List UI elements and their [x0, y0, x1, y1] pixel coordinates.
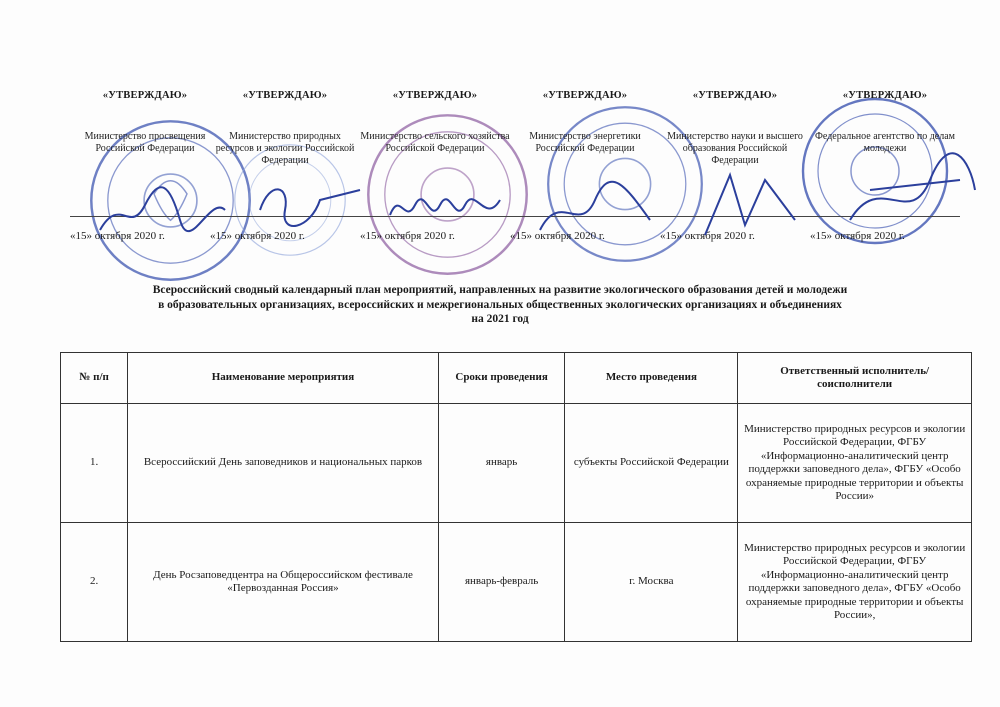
signature-line [360, 216, 510, 217]
events-table [60, 352, 972, 642]
signature-line [70, 216, 220, 217]
cell-responsible: Министерство природных ресурсов и экологии Российской Федерации, ФГБУ «Информационно-аналитический центр поддержки заповедного дела», ФГБУ «Особо охраняемые природные территории и объекты России», [738, 523, 972, 642]
cell-num: 1. [61, 404, 128, 523]
document-title [60, 283, 940, 327]
approval-heading: «УТВЕРЖДАЮ» [692, 90, 778, 101]
signature-line [510, 216, 660, 217]
approval-organization: Федеральное агентство по делам молодежи [814, 131, 955, 154]
approval-date: «15» октября 2020 г. [660, 230, 755, 242]
signature-scribble-icon [385, 185, 505, 235]
cell-place: г. Москва [565, 523, 738, 642]
cell-name: День Росзаповедцентра на Общероссийском фестивале «Первозданная Россия» [128, 523, 439, 642]
approval-organization: Министерство просвещения Российской Федерации [84, 131, 206, 154]
header-num: № п/п [61, 353, 128, 404]
approval-column [360, 90, 510, 242]
approval-date: «15» октября 2020 г. [510, 230, 605, 242]
signature-line [210, 216, 360, 217]
approval-heading: «УТВЕРЖДАЮ» [392, 90, 478, 101]
cell-dates: январь-февраль [438, 523, 565, 642]
approval-column [210, 90, 360, 242]
approval-column [70, 90, 220, 242]
approval-date: «15» октября 2020 г. [70, 230, 165, 242]
table-header-row [61, 353, 972, 404]
approval-organization: Министерство природных ресурсов и экологии Российской Федерации [215, 131, 355, 166]
approval-heading: «УТВЕРЖДАЮ» [542, 90, 628, 101]
table-row [61, 523, 972, 642]
title-line: в образовательных организациях, всероссийских и межрегиональных общественных экологических организациях и объединениях [158, 298, 842, 311]
signature-line [660, 216, 810, 217]
header-place: Место проведения [565, 353, 738, 404]
signature-line [810, 216, 960, 217]
signature-scribble-icon [840, 150, 980, 240]
header-dates: Сроки проведения [438, 353, 565, 404]
title-line: на 2021 год [471, 313, 529, 325]
approval-column [810, 90, 960, 242]
cell-num: 2. [61, 523, 128, 642]
header-name: Наименование мероприятия [128, 353, 439, 404]
approval-organization: Министерство науки и высшего образования Российской Федерации [667, 131, 803, 166]
approval-organization: Министерство энергетики Российской Федерации [529, 131, 641, 154]
cell-place: субъекты Российской Федерации [565, 404, 738, 523]
approval-heading: «УТВЕРЖДАЮ» [102, 90, 188, 101]
approval-heading: «УТВЕРЖДАЮ» [242, 90, 328, 101]
approval-date: «15» октября 2020 г. [810, 230, 905, 242]
approval-column [660, 90, 810, 242]
approvals-block [0, 0, 1000, 270]
cell-name: Всероссийский День заповедников и национальных парков [128, 404, 439, 523]
approval-date: «15» октября 2020 г. [210, 230, 305, 242]
approval-date: «15» октября 2020 г. [360, 230, 455, 242]
title-line: Всероссийский сводный календарный план мероприятий, направленных на развитие экологического образования детей и молодежи [152, 284, 848, 296]
approval-column [510, 90, 660, 242]
cell-dates: январь [438, 404, 565, 523]
approval-organization: Министерство сельского хозяйства Российской Федерации [360, 131, 510, 154]
header-responsible: Ответственный исполнитель/ соисполнители [738, 353, 972, 404]
table-row [61, 404, 972, 523]
cell-responsible: Министерство природных ресурсов и экологии Российской Федерации, ФГБУ «Информационно-аналитический центр поддержки заповедного дела», ФГБУ «Особо охраняемые природные территории и объекты России» [738, 404, 972, 523]
approval-heading: «УТВЕРЖДАЮ» [842, 90, 928, 101]
